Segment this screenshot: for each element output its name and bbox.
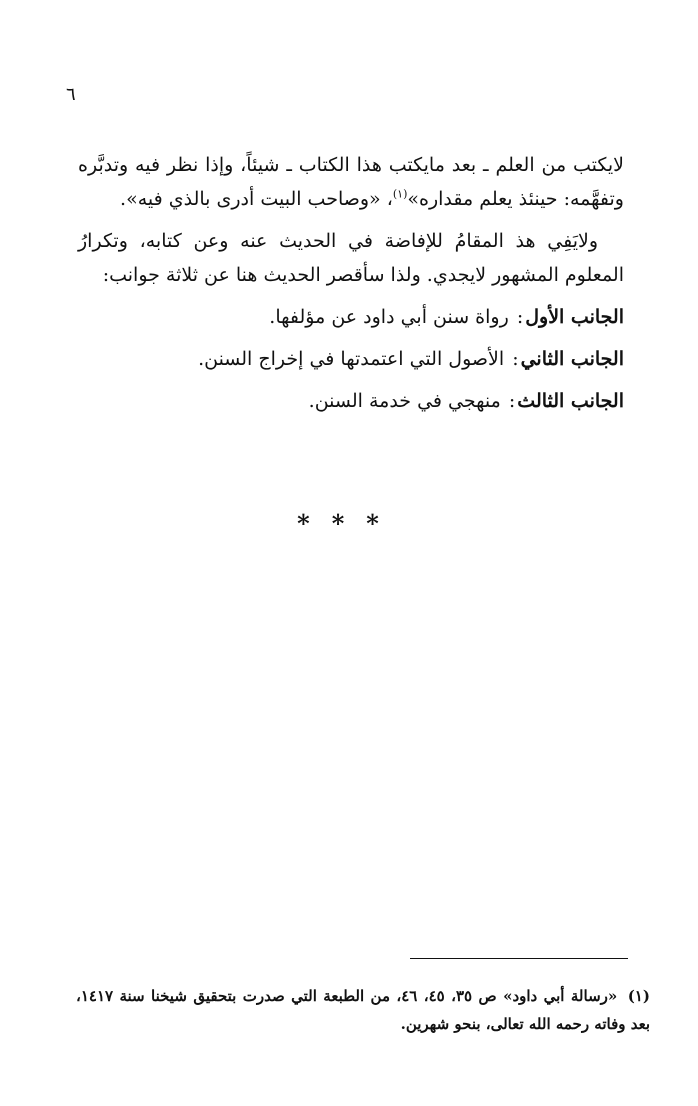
aspect-3-title: الجانب الثالث — [517, 390, 624, 412]
aspect-2-title: الجانب الثاني — [520, 348, 624, 370]
page-number: ٦ — [66, 84, 76, 105]
aspect-3-text: منهجي في خدمة السنن. — [308, 390, 501, 412]
aspect-3 — [78, 384, 624, 418]
aspect-1 — [78, 300, 624, 334]
paragraph-1 — [78, 148, 624, 216]
aspect-1-colon: : — [516, 306, 524, 328]
paragraph-2: ولايَفِي هذ المقامُ للإفاضة في الحديث عنه وعن كتابه، وتكرارُ المعلوم المشهور لايجدي. ولذا سأقصر الحديث هنا عن ثلاثة جوانب: — [78, 230, 624, 286]
paragraph-1-tail: ، «وصاحب البيت أدرى بالذي فيه». — [120, 188, 393, 210]
main-text — [78, 148, 624, 426]
section-separator: *** — [297, 509, 401, 538]
footnote-reference[interactable]: (١) — [392, 187, 408, 201]
aspect-1-title: الجانب الأول — [525, 306, 624, 328]
aspect-2-colon: : — [512, 348, 519, 370]
aspect-3-colon: : — [508, 390, 516, 412]
footnote — [76, 982, 650, 1038]
aspect-2 — [78, 342, 624, 376]
footnote-text: «رسالة أبي داود» ص ٣٥، ٤٥، ٤٦، من الطبعة التي صدرت بتحقيق شيخنا سنة ١٤١٧، بعد وفاته رحمه الله تعالى، بنحو شهرين. — [76, 987, 650, 1033]
paragraph-1-text: لايكتب من العلم ـ بعد مايكتب هذا الكتاب ـ شيئاً، وإذا نظر فيه وتدبَّره وتفهَّمه: حينئذ يعلم مقداره» — [78, 154, 624, 210]
footnote-marker: (١) — [627, 987, 650, 1005]
footnote-divider — [410, 958, 628, 959]
aspect-1-text: رواة سنن أبي داود عن مؤلفها. — [269, 306, 509, 328]
aspect-2-text: الأصول التي اعتمدتها في إخراج السنن. — [198, 348, 505, 370]
